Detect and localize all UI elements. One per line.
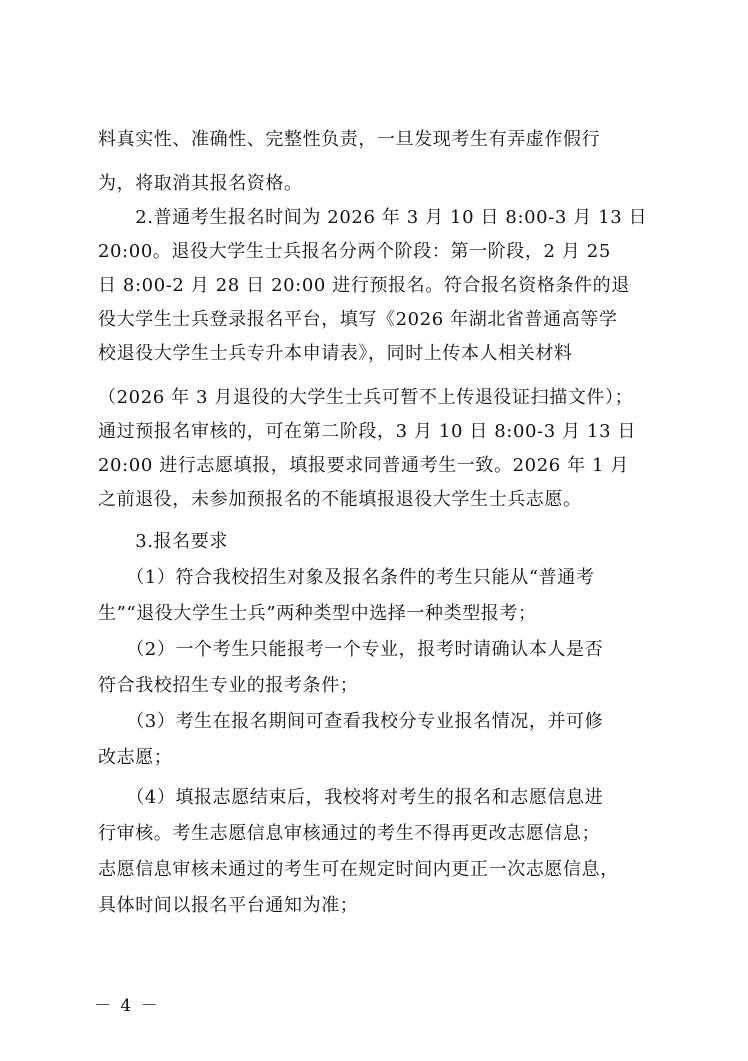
text-line: （2）一个考生只能报考一个专业，报考时请确认本人是否	[98, 639, 604, 660]
text-line: 20:00。退役大学生士兵报名分两个阶段：第一阶段，2 月 25	[98, 241, 611, 262]
text-line: 行审核。考生志愿信息审核通过的考生不得再更改志愿信息；	[98, 823, 601, 844]
text-line: 生”“退役大学生士兵”两种类型中选择一种类型报考；	[98, 603, 537, 624]
text-line: （3）考生在报名期间可查看我校分专业报名情况，并可修	[98, 711, 604, 732]
text-line: （4）填报志愿结束后，我校将对考生的报名和志愿信息进	[98, 787, 604, 808]
text-line: 之前退役，未参加预报名的不能填报退役大学生士兵志愿。	[98, 489, 582, 510]
text-line: 改志愿；	[98, 747, 173, 768]
text-line: 料真实性、准确性、完整性负责，一旦发现考生有弄虚作假行	[98, 129, 601, 150]
text-line: 日 8:00-2 月 28 日 20:00 进行预报名。符合报名资格条件的退	[98, 275, 630, 296]
text-line: （1）符合我校招生对象及报名条件的考生只能从“普通考	[98, 567, 595, 588]
text-line: 具体时间以报名平台通知为准；	[98, 895, 359, 916]
text-line: 符合我校招生专业的报考条件；	[98, 675, 359, 696]
page-number: － 4 －	[94, 996, 160, 1016]
text-line: 志愿信息审核未通过的考生可在规定时间内更正一次志愿信息，	[98, 859, 619, 880]
text-line: 通过预报名审核的，可在第二阶段，3 月 10 日 8:00-3 月 13 日	[98, 421, 637, 442]
text-line: 校退役大学生士兵专升本申请表》，同时上传本人相关材料	[98, 343, 573, 364]
section-heading: 3.报名要求	[98, 531, 228, 552]
text-line: （2026 年 3 月退役的大学生士兵可暂不上传退役证扫描文件）；	[98, 387, 634, 408]
text-line: 役大学生士兵登录报名平台，填写《2026 年湖北省普通高等学	[98, 309, 618, 330]
text-line: 2.普通考生报名时间为 2026 年 3 月 10 日 8:00-3 月 13 日	[98, 207, 648, 228]
text-line: 20:00 进行志愿填报，填报要求同普通考生一致。2026 年 1 月	[98, 455, 630, 476]
text-line: 为，将取消其报名资格。	[98, 173, 303, 194]
